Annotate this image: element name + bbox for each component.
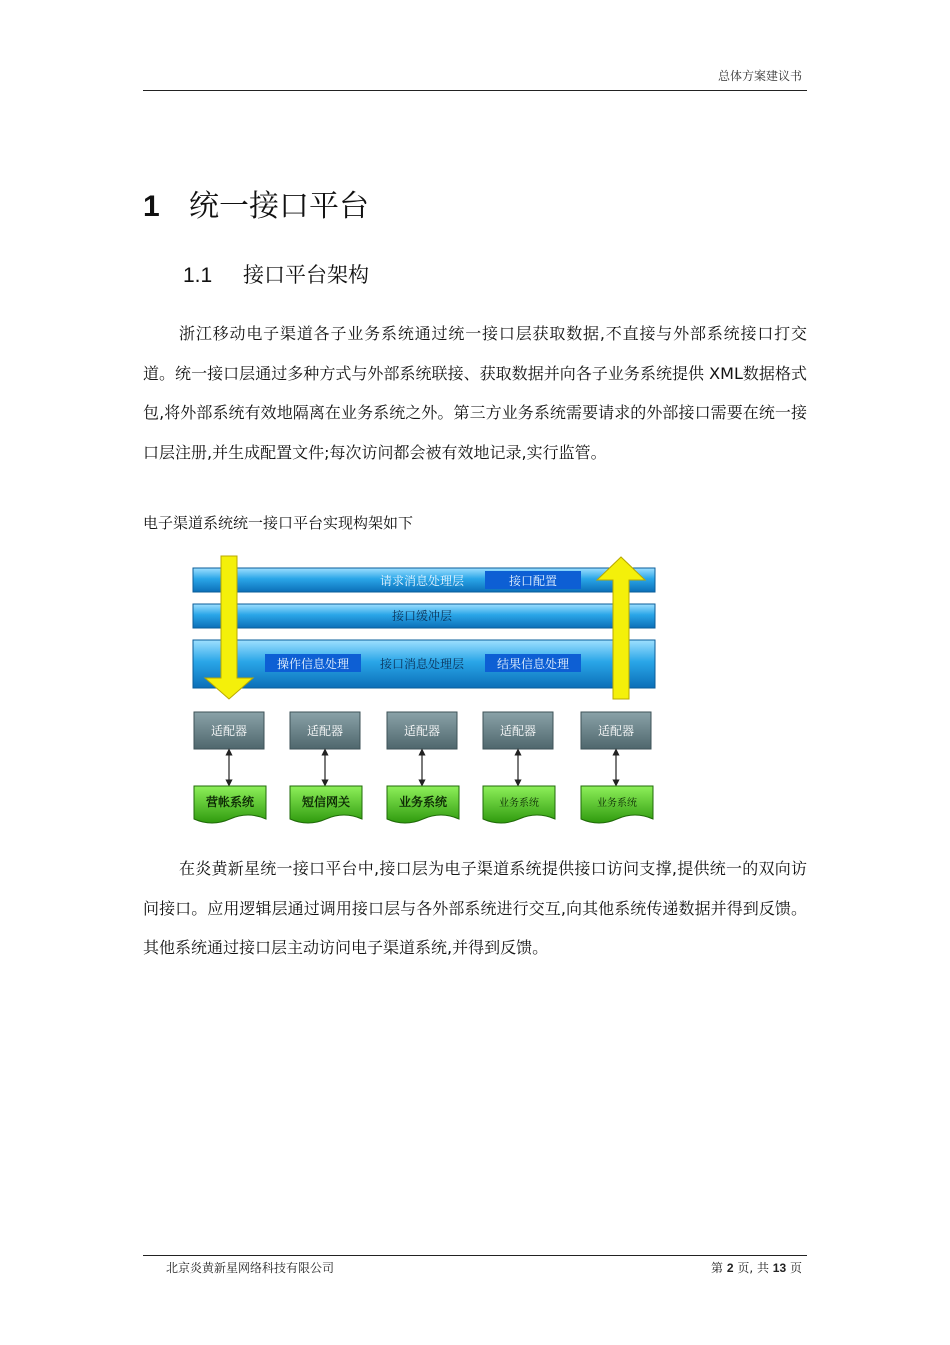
subsection-number: 1.1: [183, 264, 213, 287]
system-label: 营帐系统: [205, 795, 255, 809]
section-heading: [143, 181, 369, 225]
system-label: 短信网关: [301, 795, 351, 809]
platform-paragraph: 在炎黄新星统一接口平台中,接口层为电子渠道系统提供接口访问支撑,提供统一的双向访问接口。应用逻辑层通过调用接口层与各外部系统进行交互,向其他系统传递数据并得到反馈。其他系统通过接口层主动访问电子渠道系统,并得到反馈。: [143, 859, 807, 957]
footer-rule: [143, 1255, 807, 1256]
page-total: 13: [772, 1261, 787, 1275]
adapter-3: [387, 712, 457, 749]
footer-page-number: [711, 1259, 802, 1276]
page-suffix: 页: [789, 1261, 802, 1275]
system-4: [483, 786, 555, 823]
adapter-label: 适配器: [210, 724, 248, 738]
intro-paragraph: 浙江移动电子渠道各子业务系统通过统一接口层获取数据,不直接与外部系统接口打交道。统一接口层通过多种方式与外部系统联接、获取数据并向各子业务系统提供 XML数据格式包,将外部系统有效地隔离在业务系统之外。第三方业务系统需要请求的外部接口需要在统一接口层注册,并生成配置文件;每次访问都会被有效地记录,实行监管。: [143, 324, 807, 462]
adapter-label: 适配器: [597, 724, 635, 738]
header-rule: [143, 90, 807, 91]
header-title: 总体方案建议书: [717, 69, 802, 83]
system-1: [194, 786, 266, 823]
system-label: 业务系统: [398, 795, 448, 809]
architecture-diagram: [190, 553, 660, 827]
subsection-title: 接口平台架构: [243, 263, 369, 287]
adapter-4: [483, 712, 553, 749]
adapter-label: 适配器: [306, 724, 344, 738]
diagram-caption: 电子渠道系统统一接口平台实现构架如下: [143, 514, 414, 532]
page-current: 2: [726, 1261, 734, 1275]
adapter-2: [290, 712, 360, 749]
subsection-heading: [183, 259, 369, 289]
system-3: [387, 786, 459, 823]
request-config-label: 接口配置: [508, 574, 558, 588]
system-5: [581, 786, 653, 823]
message-layer-label: 接口消息处理层: [379, 657, 465, 671]
page-mid: 页, 共: [737, 1261, 769, 1275]
adapter-5: [581, 712, 651, 749]
adapter-label: 适配器: [403, 724, 441, 738]
section-number: 1: [143, 190, 160, 223]
section-title: 统一接口平台: [189, 189, 369, 224]
system-label: 业务系统: [499, 798, 539, 809]
request-layer-label: 请求消息处理层: [379, 574, 465, 588]
buffer-layer-label: 接口缓冲层: [391, 609, 453, 623]
result-info-label: 结果信息处理: [496, 657, 570, 671]
adapter-label: 适配器: [499, 724, 537, 738]
system-label: 业务系统: [597, 798, 637, 809]
footer-company: 北京炎黄新星网络科技有限公司: [166, 1261, 335, 1275]
page-prefix: 第: [710, 1261, 723, 1275]
operation-info-label: 操作信息处理: [276, 657, 350, 671]
system-2: [290, 786, 362, 823]
adapter-1: [194, 712, 264, 749]
